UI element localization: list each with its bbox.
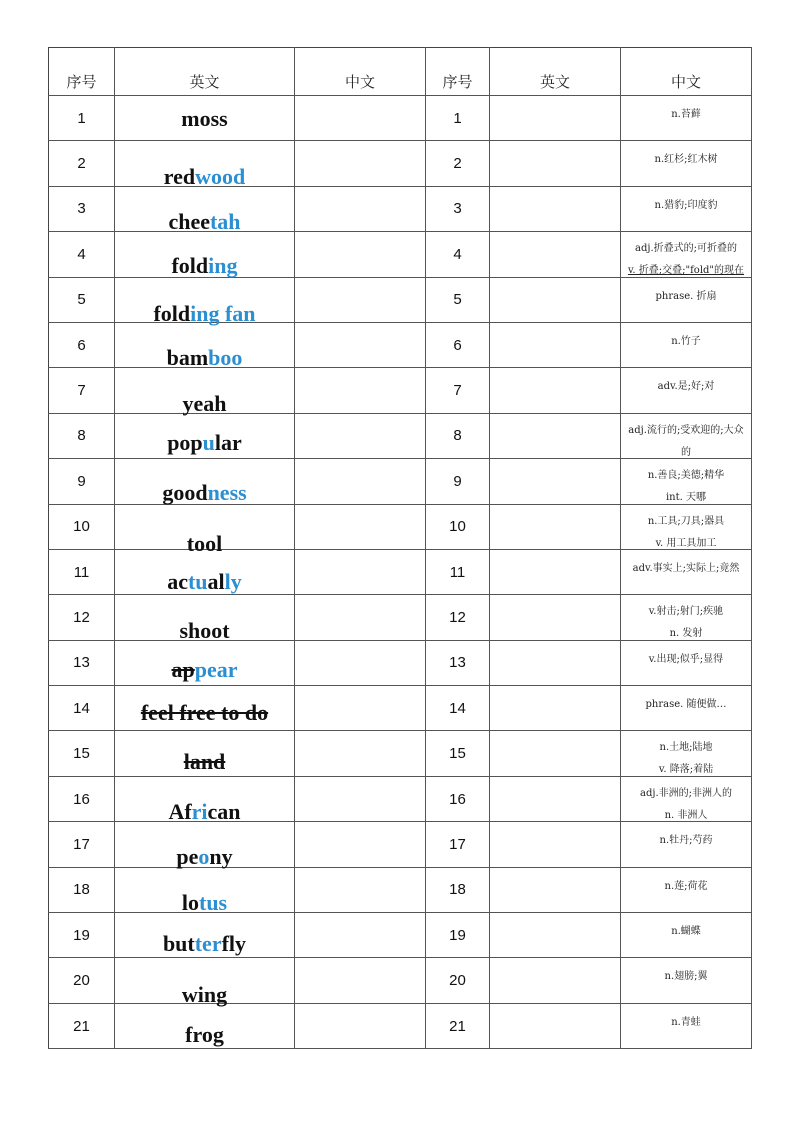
row-number-right: 8 [426, 413, 490, 458]
english-word [115, 166, 294, 188]
meaning-line: v.射击;射门;疾驰 [648, 606, 724, 618]
english-word-cell [115, 686, 295, 731]
chinese-blank-cell [295, 141, 426, 186]
row-number-left: 19 [49, 913, 115, 958]
english-word-cell [115, 1003, 295, 1048]
english-word [115, 846, 294, 868]
row-number-right: 3 [426, 186, 490, 231]
row-number-left: 3 [49, 186, 115, 231]
meaning-line: n.猎豹;印度豹 [654, 199, 718, 211]
chinese-meaning-cell [621, 549, 752, 594]
english-word [115, 984, 294, 1006]
english-word [115, 889, 294, 915]
english-word-cell [115, 141, 295, 190]
header-english-right: 英文 [490, 48, 621, 96]
meaning-line-secondary: v. 用工具加工 [655, 537, 717, 549]
meaning-line-secondary: int. 天哪 [665, 492, 706, 504]
table-row [49, 504, 752, 549]
english-word-cell [115, 96, 295, 141]
english-word-cell [115, 186, 295, 234]
table-row [49, 822, 752, 867]
vocabulary-table-body [49, 48, 752, 1049]
meaning-line: n.翅膀;翼 [664, 971, 708, 983]
chinese-blank-cell [295, 504, 426, 549]
row-number-right: 9 [426, 459, 490, 504]
chinese-blank-cell [295, 96, 426, 141]
meaning-line: adj.流行的;受欢迎的;大众 [628, 424, 744, 436]
word-syllable: red [163, 164, 196, 190]
english-word-cell [115, 459, 295, 504]
table-row [49, 1003, 752, 1048]
word-syllable: chee [168, 208, 210, 234]
header-english-left: 英文 [115, 48, 295, 96]
highlighted-syllable: wood [195, 164, 246, 190]
english-word-cell [115, 549, 295, 594]
table-row [49, 595, 752, 640]
row-number-left: 11 [49, 549, 115, 594]
word-syllable: can [207, 798, 241, 824]
row-number-left: 1 [49, 96, 115, 141]
chinese-meaning-cell [621, 504, 752, 549]
chinese-blank-cell [295, 413, 426, 458]
chinese-blank-cell [295, 459, 426, 504]
english-word [115, 620, 294, 642]
meaning-line: n.善良;美德;精华 [647, 470, 725, 482]
table-row [49, 640, 752, 685]
english-word-cell [115, 731, 295, 776]
english-word [115, 344, 294, 370]
row-number-left: 6 [49, 322, 115, 367]
meaning-line: n.苔藓 [671, 109, 701, 120]
chinese-blank-cell [295, 686, 426, 731]
table-row [49, 368, 752, 413]
word-syllable: tool [186, 530, 223, 556]
row-number-left: 18 [49, 867, 115, 912]
meaning-line: n.土地;陆地 [659, 742, 713, 754]
english-word [115, 702, 294, 724]
row-number-left: 14 [49, 686, 115, 731]
word-syllable: but [162, 931, 195, 957]
english-word [115, 568, 294, 594]
word-syllable: pop [167, 429, 203, 455]
table-row [49, 731, 752, 776]
word-syllable: wing [181, 982, 228, 1008]
english-blank-cell [490, 1003, 621, 1048]
word-syllable: Af [168, 798, 192, 824]
row-number-left: 9 [49, 459, 115, 504]
table-row [49, 186, 752, 231]
highlighted-syllable: tah [209, 208, 241, 234]
table-row [49, 277, 752, 322]
meaning-line-secondary: n. 非洲人 [664, 809, 708, 821]
english-word-cell [115, 277, 295, 326]
word-syllable: lar [214, 429, 242, 455]
header-number-right: 序号 [426, 48, 490, 96]
highlighted-syllable: ness [207, 480, 247, 506]
meaning-line: v.出现;似乎;显得 [648, 653, 724, 665]
highlighted-syllable: ter [194, 931, 222, 957]
english-word-cell [115, 413, 295, 458]
highlighted-syllable: boo [208, 344, 243, 370]
chinese-blank-cell [295, 822, 426, 867]
english-word [115, 393, 294, 415]
english-word [115, 751, 294, 773]
chinese-blank-cell [295, 322, 426, 367]
row-number-right: 4 [426, 232, 490, 277]
english-word-cell [115, 913, 295, 958]
word-syllable: pe [176, 844, 199, 870]
chinese-blank-cell [295, 368, 426, 413]
english-blank-cell [490, 277, 621, 322]
meaning-line: adv.事实上;实际上;竟然 [632, 562, 740, 574]
english-word [115, 482, 294, 504]
row-number-left: 21 [49, 1003, 115, 1048]
chinese-meaning-cell [621, 186, 752, 231]
table-row [49, 96, 752, 141]
chinese-blank-cell [295, 232, 426, 277]
meaning-line: n.竹子 [671, 335, 701, 347]
chinese-blank-cell [295, 595, 426, 640]
row-number-left: 17 [49, 822, 115, 867]
chinese-meaning-cell [621, 96, 752, 141]
english-blank-cell [490, 913, 621, 958]
english-word [115, 255, 294, 277]
english-blank-cell [490, 413, 621, 458]
chinese-blank-cell [295, 277, 426, 322]
header-row [49, 48, 752, 96]
word-syllable: al [207, 568, 225, 594]
row-number-right: 1 [426, 96, 490, 141]
chinese-meaning-cell [621, 368, 752, 413]
header-chinese-right: 中文 [621, 48, 752, 96]
english-blank-cell [490, 776, 621, 821]
meaning-line: n.牡丹;芍药 [659, 835, 713, 847]
table-row [49, 867, 752, 912]
row-number-right: 17 [426, 822, 490, 867]
table-row [49, 141, 752, 186]
highlighted-syllable: ing fan [190, 300, 256, 326]
chinese-meaning-cell [621, 958, 752, 1003]
chinese-meaning-cell [621, 776, 752, 821]
table-row [49, 232, 752, 277]
chinese-blank-cell [295, 913, 426, 958]
english-blank-cell [490, 459, 621, 504]
meaning-line-secondary: v. 降落;着陆 [658, 764, 714, 776]
meaning-line: n.莲;荷花 [664, 880, 708, 892]
meaning-line: adj.非洲的;非洲人的 [639, 787, 732, 799]
highlighted-syllable: pear [194, 656, 238, 682]
row-number-left: 13 [49, 640, 115, 685]
english-word-cell [115, 232, 295, 277]
row-number-left: 8 [49, 413, 115, 458]
header-chinese-left: 中文 [295, 48, 426, 96]
row-number-left: 16 [49, 776, 115, 821]
english-blank-cell [490, 958, 621, 1003]
english-blank-cell [490, 731, 621, 776]
english-word-cell [115, 776, 295, 824]
english-word [115, 300, 294, 326]
chinese-meaning-cell [621, 232, 752, 277]
chinese-blank-cell [295, 549, 426, 594]
word-syllable: yeah [182, 391, 227, 417]
word-syllable: frog [185, 1021, 224, 1047]
meaning-line: phrase. 折扇 [655, 290, 717, 302]
chinese-meaning-cell [621, 731, 752, 776]
meaning-line-secondary: v. 折叠;交叠;"fold"的现在 [627, 265, 745, 277]
english-blank-cell [490, 595, 621, 640]
row-number-left: 2 [49, 141, 115, 186]
chinese-meaning-cell [621, 413, 752, 458]
chinese-meaning-cell [621, 1003, 752, 1048]
chinese-meaning-cell [621, 640, 752, 685]
english-blank-cell [490, 322, 621, 367]
struck-syllable: ap [171, 656, 195, 682]
struck-syllable: land [183, 749, 226, 775]
english-word [115, 108, 294, 130]
table-row [49, 549, 752, 594]
english-word-cell [115, 504, 295, 556]
row-number-right: 19 [426, 913, 490, 958]
chinese-blank-cell [295, 1003, 426, 1048]
row-number-left: 7 [49, 368, 115, 413]
highlighted-syllable: ly [224, 568, 242, 594]
chinese-meaning-cell [621, 867, 752, 912]
english-blank-cell [490, 640, 621, 685]
chinese-meaning-cell [621, 277, 752, 322]
word-syllable: fly [221, 931, 247, 957]
row-number-left: 12 [49, 595, 115, 640]
table-row [49, 322, 752, 367]
table-row [49, 776, 752, 821]
row-number-right: 12 [426, 595, 490, 640]
meaning-line: n.红杉;红木树 [654, 154, 718, 166]
highlighted-syllable: ri [191, 798, 208, 824]
row-number-right: 7 [426, 368, 490, 413]
english-blank-cell [490, 141, 621, 186]
meaning-line: n.蝴蝶 [671, 926, 701, 938]
english-word [115, 933, 294, 955]
meaning-line: adv.是;好;对 [657, 381, 715, 393]
english-blank-cell [490, 186, 621, 231]
table-row [49, 958, 752, 1003]
row-number-right: 16 [426, 776, 490, 821]
chinese-meaning-cell [621, 686, 752, 731]
row-number-left: 4 [49, 232, 115, 277]
english-blank-cell [490, 368, 621, 413]
meaning-line: adj.折叠式的;可折叠的 [634, 243, 737, 255]
chinese-meaning-cell [621, 459, 752, 504]
row-number-right: 21 [426, 1003, 490, 1048]
table-row [49, 686, 752, 731]
english-word [115, 208, 294, 234]
chinese-meaning-cell [621, 822, 752, 867]
english-word [115, 530, 294, 556]
word-syllable: ac [167, 568, 188, 594]
word-syllable: moss [181, 106, 228, 131]
word-syllable: lo [181, 889, 199, 915]
chinese-blank-cell [295, 958, 426, 1003]
english-blank-cell [490, 96, 621, 141]
english-blank-cell [490, 549, 621, 594]
chinese-blank-cell [295, 186, 426, 231]
english-blank-cell [490, 867, 621, 912]
chinese-meaning-cell [621, 322, 752, 367]
chinese-blank-cell [295, 640, 426, 685]
english-word-cell [115, 640, 295, 685]
word-syllable: shoot [179, 618, 230, 644]
meaning-line-secondary: 的 [681, 446, 691, 458]
word-syllable: bam [166, 344, 209, 370]
row-number-right: 15 [426, 731, 490, 776]
word-syllable: fold [171, 253, 209, 279]
row-number-right: 10 [426, 504, 490, 549]
chinese-meaning-cell [621, 913, 752, 958]
english-word [115, 798, 294, 824]
meaning-line: phrase. 随便做… [645, 699, 727, 711]
english-word-cell [115, 958, 295, 1008]
highlighted-syllable: tus [199, 889, 228, 915]
row-number-right: 13 [426, 640, 490, 685]
table-row [49, 459, 752, 504]
row-number-left: 5 [49, 277, 115, 322]
table-row [49, 913, 752, 958]
english-blank-cell [490, 504, 621, 549]
chinese-meaning-cell [621, 595, 752, 640]
highlighted-syllable: o [198, 844, 210, 870]
highlighted-syllable: tu [187, 568, 208, 594]
english-word-cell [115, 595, 295, 644]
row-number-left: 20 [49, 958, 115, 1003]
row-number-right: 18 [426, 867, 490, 912]
highlighted-syllable: u [202, 429, 215, 455]
word-syllable: good [162, 480, 208, 506]
row-number-right: 2 [426, 141, 490, 186]
header-number-left: 序号 [49, 48, 115, 96]
word-syllable: fold [153, 300, 191, 326]
struck-syllable: feel free to do [140, 700, 269, 726]
chinese-blank-cell [295, 776, 426, 821]
word-syllable: ny [209, 844, 233, 870]
highlighted-syllable: ing [208, 253, 238, 279]
meaning-line: n.工具;刀具;器具 [647, 515, 725, 527]
english-blank-cell [490, 232, 621, 277]
english-word [115, 656, 294, 682]
chinese-blank-cell [295, 867, 426, 912]
row-number-left: 15 [49, 731, 115, 776]
english-blank-cell [490, 686, 621, 731]
english-word-cell [115, 822, 295, 870]
meaning-line: n.青蛙 [671, 1016, 701, 1028]
chinese-meaning-cell [621, 141, 752, 186]
meaning-line-secondary: n. 发射 [669, 628, 703, 640]
chinese-blank-cell [295, 731, 426, 776]
row-number-left: 10 [49, 504, 115, 549]
english-word-cell [115, 322, 295, 370]
row-number-right: 5 [426, 277, 490, 322]
english-word [115, 429, 294, 455]
english-word [115, 1021, 294, 1047]
row-number-right: 11 [426, 549, 490, 594]
vocabulary-table [48, 47, 752, 1049]
english-word-cell [115, 867, 295, 915]
english-word-cell [115, 368, 295, 417]
row-number-right: 20 [426, 958, 490, 1003]
row-number-right: 14 [426, 686, 490, 731]
table-row [49, 413, 752, 458]
row-number-right: 6 [426, 322, 490, 367]
english-blank-cell [490, 822, 621, 867]
